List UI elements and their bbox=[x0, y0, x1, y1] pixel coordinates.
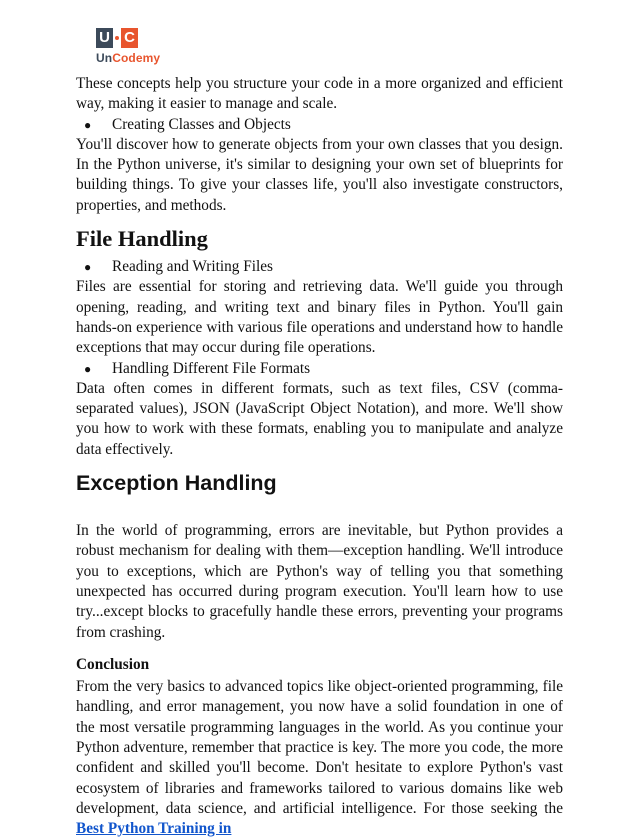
logo-wordmark-un: Un bbox=[96, 51, 113, 65]
intro-paragraph: These concepts help you structure your code in a more organized and efficient way, making it easier to manage and scale. bbox=[76, 75, 563, 113]
logo-mark bbox=[96, 27, 156, 49]
conclusion-paragraph bbox=[76, 677, 563, 839]
file-formats-paragraph: Data often comes in different formats, such as text files, CSV (comma-separated values), JSON (JavaScript Object Notation), and more. We'll show you how to work with these formats, enabling you to manipulate and analyze data effectively. bbox=[76, 379, 563, 458]
logo-wordmark bbox=[96, 51, 161, 65]
exception-handling-heading: Exception Handling bbox=[76, 471, 277, 496]
bullet-label: Reading and Writing Files bbox=[112, 258, 273, 276]
bullet-item bbox=[76, 359, 563, 379]
bullet-icon: ● bbox=[84, 260, 92, 275]
bullet-icon: ● bbox=[84, 361, 92, 376]
bullet-item bbox=[76, 257, 563, 277]
file-io-paragraph: Files are essential for storing and retrieving data. We'll guide you through opening, reading, and writing text and binary files in Python. You'll gain hands-on experience with various file operations and understand how to handle exceptions that may occur during file operations. bbox=[76, 278, 563, 357]
logo-letter-c: C bbox=[121, 28, 138, 48]
logo-letter-u: U bbox=[96, 28, 113, 48]
file-handling-heading: File Handling bbox=[76, 226, 208, 252]
document-body bbox=[76, 74, 563, 840]
logo-dot bbox=[115, 36, 119, 40]
best-python-training-link[interactable]: Best Python Training in bbox=[76, 820, 232, 838]
bullet-icon: ● bbox=[84, 117, 92, 132]
bullet-label: Handling Different File Formats bbox=[112, 359, 311, 377]
exception-paragraph: In the world of programming, errors are inevitable, but Python provides a robust mechanism for dealing with them—exception handling. We'll introduce you to exceptions, which are Python's way of telling you that something unexpected has occurred during program execution. You'll learn how to use try...except blocks to gracefully handle these errors, preventing your programs from crashing. bbox=[76, 522, 563, 641]
logo-wordmark-codemy: Codemy bbox=[112, 51, 161, 65]
conclusion-text: From the very basics to advanced topics like object-oriented programming, file handling, and error management, you now have a solid foundation in one of the most versatile programming languages in the world. As you continue your Python adventure, remember that practice is key. The more you code, the more confident and skilled you'll become. Don't hesitate to explore Python's vast ecosystem of libraries and frameworks tailored to various domains like web development, data science, and artificial intelligence. For those seeking the bbox=[76, 678, 563, 817]
bullet-item bbox=[76, 115, 563, 135]
uncodemy-logo bbox=[96, 27, 161, 67]
bullet-label: Creating Classes and Objects bbox=[112, 115, 291, 133]
classes-paragraph: You'll discover how to generate objects from your own classes that you design. In the Python universe, it's similar to designing your own set of blueprints for building things. To give your classes life, you'll also investigate constructors, properties, and methods. bbox=[76, 135, 563, 214]
conclusion-heading: Conclusion bbox=[76, 655, 150, 673]
